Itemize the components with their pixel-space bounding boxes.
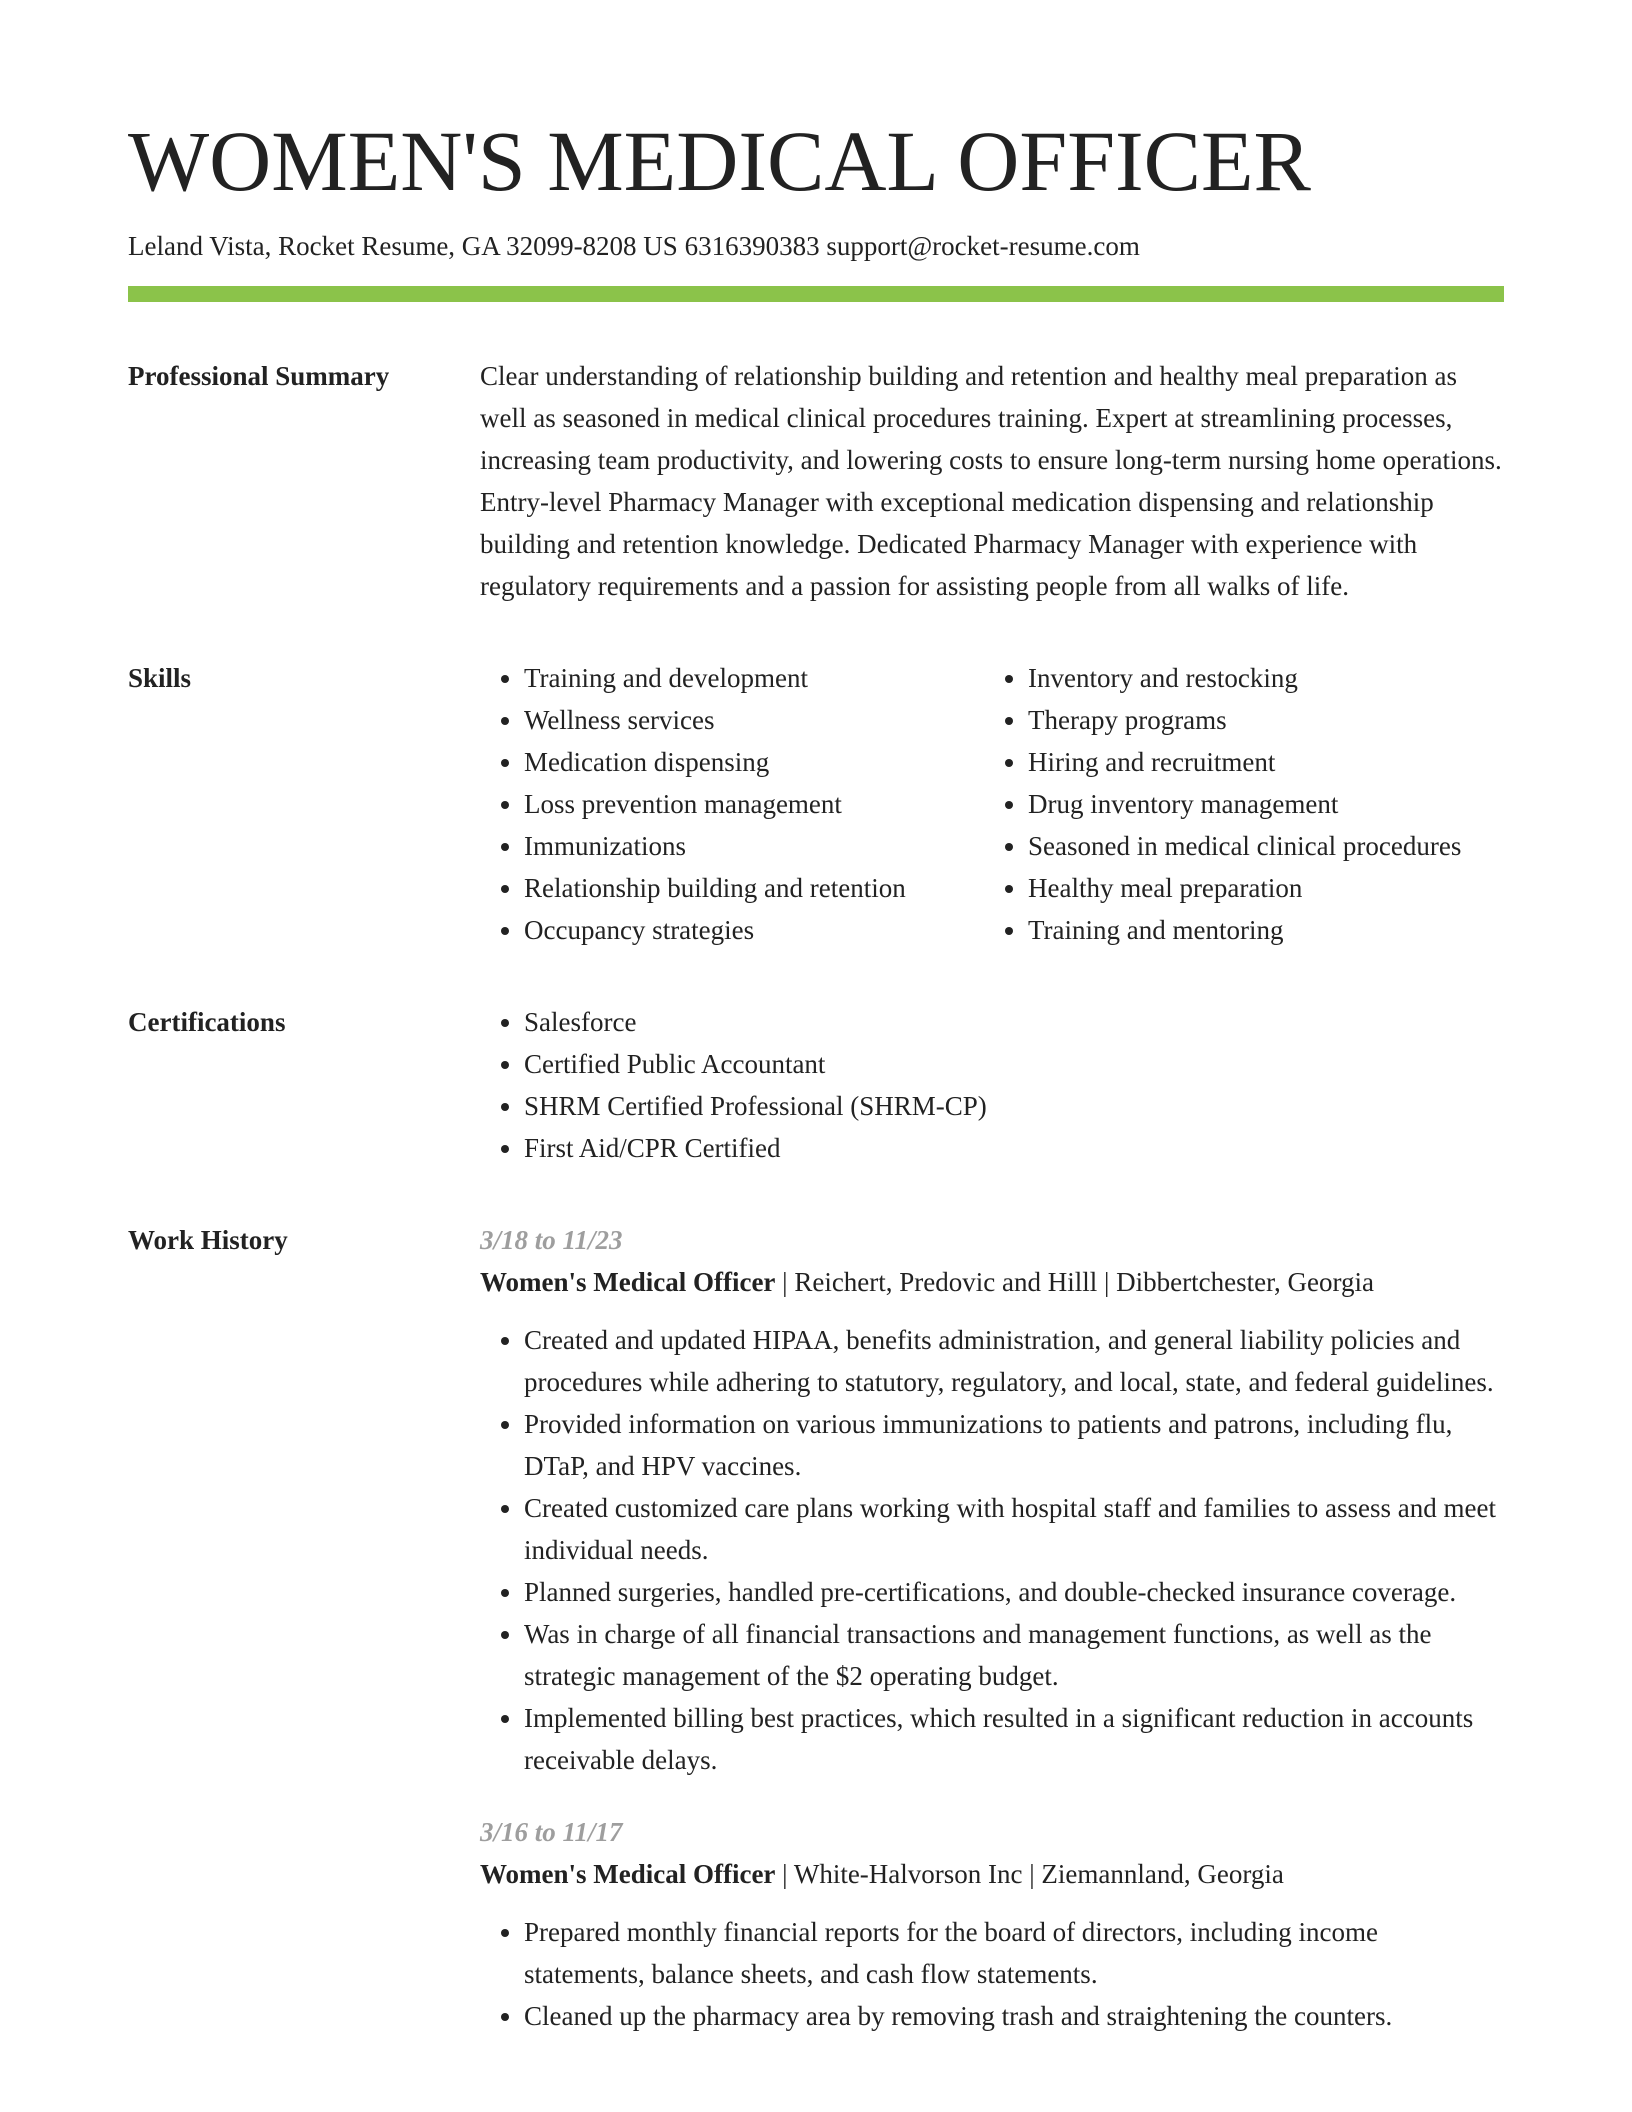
certification-item: • Certified Public Accountant xyxy=(524,1043,1504,1085)
summary-section xyxy=(128,355,1504,607)
certifications-content xyxy=(480,1001,1504,1169)
job-title: Women's Medical Officer xyxy=(480,1266,776,1297)
skills-section xyxy=(128,657,1504,951)
job-employer-location: | Reichert, Predovic and Hilll | Dibbertchester, Georgia xyxy=(775,1266,1374,1297)
job-bullet: • Planned surgeries, handled pre-certifications, and double-checked insurance coverage. xyxy=(524,1571,1504,1613)
certifications-section xyxy=(128,1001,1504,1169)
job-bullet: • Prepared monthly financial reports for the board of directors, including income statements, balance sheets, and cash flow statements. xyxy=(524,1911,1504,1995)
job-heading xyxy=(480,1261,1504,1303)
skill-item: • Therapy programs xyxy=(1028,699,1461,741)
job-bullet: • Was in charge of all financial transactions and management functions, as well as the strategic management of the $2 operating budget. xyxy=(524,1613,1504,1697)
skill-item: • Hiring and recruitment xyxy=(1028,741,1461,783)
summary-text: Clear understanding of relationship building and retention and healthy meal preparation as well as seasoned in medical clinical procedures training. Expert at streamlining processes, increasing team productivity, and lowering costs to ensure long-term nursing home operations. Entry-level Pharmacy Manager with exceptional medication dispensing and relationship building and retention knowledge. Dedicated Pharmacy Manager with experience with regulatory requirements and a passion for assisting people from all walks of life. xyxy=(480,360,1502,601)
skill-item: • Medication dispensing xyxy=(524,741,984,783)
skill-item: • Relationship building and retention xyxy=(524,867,984,909)
resume-page xyxy=(128,112,1504,2037)
work-history-section xyxy=(128,1219,1504,2037)
section-label-summary: Professional Summary xyxy=(128,360,390,391)
skill-item: • Healthy meal preparation xyxy=(1028,867,1461,909)
job-bullet: • Provided information on various immunizations to patients and patrons, including flu, DTaP, and HPV vaccines. xyxy=(524,1403,1504,1487)
job-bullet-list xyxy=(480,1911,1504,2037)
skills-list-left xyxy=(480,657,984,951)
job-dates: 3/16 to 11/17 xyxy=(480,1816,623,1847)
skill-item: • Occupancy strategies xyxy=(524,909,984,951)
job-bullet: • Created and updated HIPAA, benefits administration, and general liability policies and procedures while adhering to statutory, regulatory, and local, state, and federal guidelines. xyxy=(524,1319,1504,1403)
skill-item: • Immunizations xyxy=(524,825,984,867)
skills-content xyxy=(480,657,1504,951)
skills-list-right xyxy=(984,657,1461,951)
job-employer-location: | White-Halvorson Inc | Ziemannland, Georgia xyxy=(775,1858,1284,1889)
skill-item: • Training and mentoring xyxy=(1028,909,1461,951)
skill-item: • Inventory and restocking xyxy=(1028,657,1461,699)
skill-item: • Loss prevention management xyxy=(524,783,984,825)
contact-line: Leland Vista, Rocket Resume, GA 32099-8208 US 6316390383 support@rocket-resume.com xyxy=(128,230,1140,261)
skill-item: • Seasoned in medical clinical procedures xyxy=(1028,825,1461,867)
job-dates: 3/18 to 11/23 xyxy=(480,1224,623,1255)
certification-item: • Salesforce xyxy=(524,1001,1504,1043)
certification-item: • First Aid/CPR Certified xyxy=(524,1127,1504,1169)
section-label-work-history: Work History xyxy=(128,1224,288,1255)
job-entry xyxy=(480,1811,1504,2037)
job-entry xyxy=(480,1219,1504,1781)
resume-name: WOMEN'S MEDICAL OFFICER xyxy=(128,113,1311,209)
accent-divider xyxy=(128,286,1504,302)
skill-item: • Training and development xyxy=(524,657,984,699)
section-label-skills: Skills xyxy=(128,662,192,693)
job-bullet-list xyxy=(480,1319,1504,1781)
skill-item: • Drug inventory management xyxy=(1028,783,1461,825)
section-label-certifications: Certifications xyxy=(128,1006,286,1037)
certifications-list xyxy=(480,1001,1504,1169)
job-heading xyxy=(480,1853,1504,1895)
job-bullet: • Created customized care plans working with hospital staff and families to assess and meet individual needs. xyxy=(524,1487,1504,1571)
certification-item: • SHRM Certified Professional (SHRM-CP) xyxy=(524,1085,1504,1127)
summary-content xyxy=(480,355,1504,607)
work-history-content xyxy=(480,1219,1504,2037)
skill-item: • Wellness services xyxy=(524,699,984,741)
job-bullet: • Cleaned up the pharmacy area by removing trash and straightening the counters. xyxy=(524,1995,1504,2037)
job-title: Women's Medical Officer xyxy=(480,1858,776,1889)
job-bullet: • Implemented billing best practices, which resulted in a significant reduction in accounts receivable delays. xyxy=(524,1697,1504,1781)
